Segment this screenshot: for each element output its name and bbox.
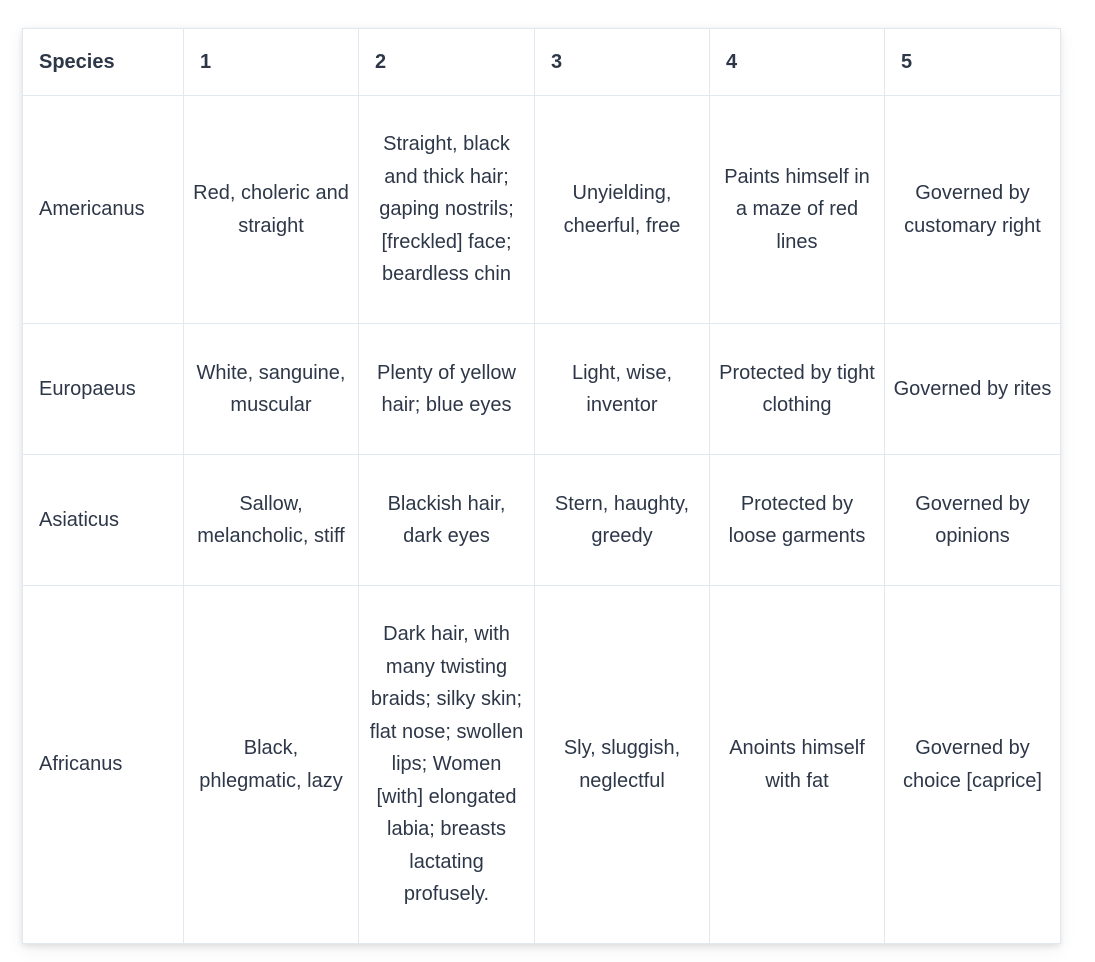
- table-header-row: [23, 29, 1061, 96]
- table-cell: Sly, sluggish, neglectful: [535, 586, 710, 944]
- column-header-5: 5: [885, 29, 1061, 96]
- table-cell: Governed by choice [caprice]: [885, 586, 1061, 944]
- table-cell: Governed by opinions: [885, 455, 1061, 586]
- table-cell: Governed by customary right: [885, 96, 1061, 324]
- table-row: [23, 96, 1061, 324]
- species-cell: Africanus: [23, 586, 184, 944]
- species-cell: Asiaticus: [23, 455, 184, 586]
- species-table: [22, 28, 1061, 944]
- table-cell: White, sanguine, muscular: [184, 324, 359, 455]
- table-row: [23, 455, 1061, 586]
- table-cell: Light, wise, inventor: [535, 324, 710, 455]
- column-header-2: 2: [359, 29, 535, 96]
- table-cell: Red, choleric and straight: [184, 96, 359, 324]
- table-cell: Blackish hair, dark eyes: [359, 455, 535, 586]
- species-cell: Americanus: [23, 96, 184, 324]
- table-cell: Governed by rites: [885, 324, 1061, 455]
- species-cell: Europaeus: [23, 324, 184, 455]
- column-header-3: 3: [535, 29, 710, 96]
- table-cell: Black, phlegmatic, lazy: [184, 586, 359, 944]
- table-cell: Plenty of yellow hair; blue eyes: [359, 324, 535, 455]
- table-cell: Protected by loose garments: [710, 455, 885, 586]
- species-table-container: [22, 28, 1060, 944]
- table-cell: Unyielding, cheerful, free: [535, 96, 710, 324]
- table-row: [23, 324, 1061, 455]
- table-row: [23, 586, 1061, 944]
- table-cell: Dark hair, with many twisting braids; silky skin; flat nose; swollen lips; Women [with] elongated labia; breasts lactating profusely.: [359, 586, 535, 944]
- column-header-1: 1: [184, 29, 359, 96]
- table-cell: Paints himself in a maze of red lines: [710, 96, 885, 324]
- table-cell: Anoints himself with fat: [710, 586, 885, 944]
- table-cell: Stern, haughty, greedy: [535, 455, 710, 586]
- table-cell: Protected by tight clothing: [710, 324, 885, 455]
- column-header-4: 4: [710, 29, 885, 96]
- column-header-species: Species: [23, 29, 184, 96]
- table-cell: Sallow, melancholic, stiff: [184, 455, 359, 586]
- table-cell: Straight, black and thick hair; gaping nostrils; [freckled] face; beardless chin: [359, 96, 535, 324]
